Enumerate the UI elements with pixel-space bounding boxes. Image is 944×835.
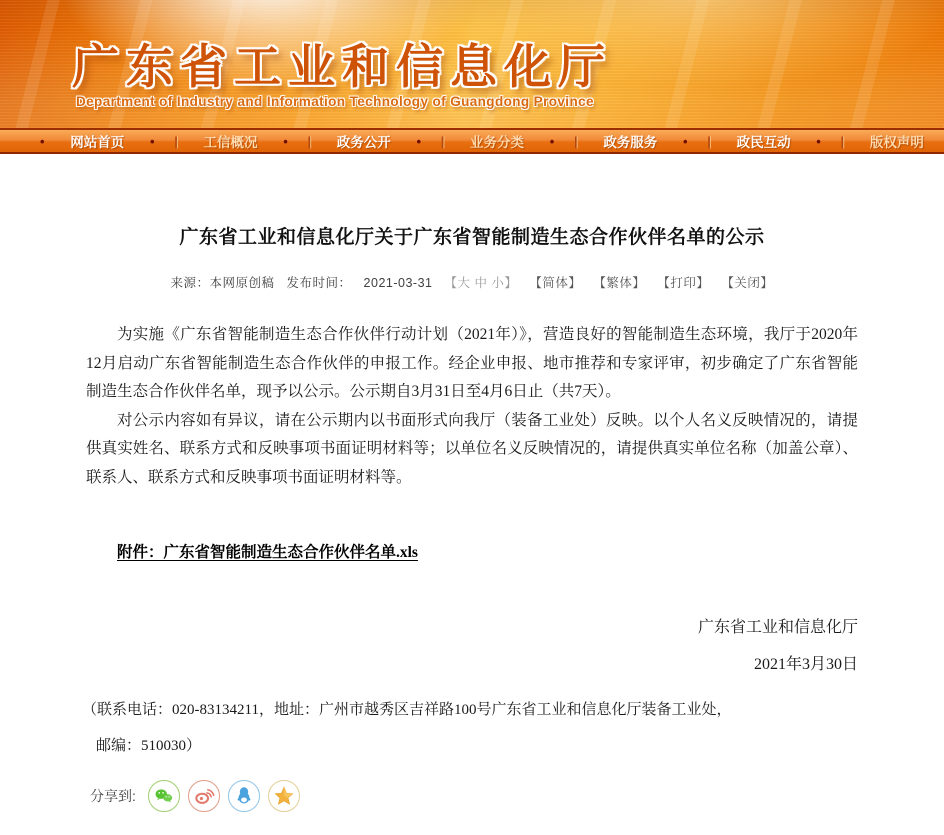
- attachment-link[interactable]: 附件：广东省智能制造生态合作伙伴名单.xls: [117, 544, 418, 561]
- nav-item-home[interactable]: 网站首页: [70, 135, 125, 150]
- contact-info: [82, 692, 858, 764]
- nav-bullet-icon: •: [549, 133, 555, 149]
- signature-date: 2021年3月30日: [753, 656, 858, 673]
- paragraph-1: 为实施《广东省智能制造生态合作伙伴行动计划（2021年）》，营造良好的智能制造生态环境，我厅于2020年12月启动广东省智能制造生态合作伙伴的申报工作。经企业申报、地市推荐和专家评审，初步确定了广东省智能制造生态合作伙伴名单，现予以公示。公示期自3月31日至4月6日止（共7天）。: [86, 326, 858, 400]
- site-header-banner: [0, 0, 944, 128]
- article-title: 广东省工业和信息化厅关于广东省智能制造生态合作伙伴名单的公示: [179, 227, 765, 248]
- traditional-chinese-button[interactable]: 【繁体】: [593, 276, 646, 290]
- meta-source: 来源：本网原创稿: [170, 276, 275, 290]
- site-subtitle-english: Department of Industry and Information Technology of Guangdong Province: [76, 94, 594, 109]
- main-nav: [0, 128, 944, 154]
- nav-separator: |: [707, 133, 711, 149]
- share-row: [86, 780, 858, 812]
- meta-publish-date: 2021-03-31: [363, 276, 433, 290]
- nav-bullet-icon: •: [283, 133, 288, 149]
- print-button[interactable]: 【打印】: [657, 276, 710, 290]
- close-button[interactable]: 【关闭】: [721, 276, 774, 290]
- nav-item-business-category[interactable]: 业务分类: [470, 135, 525, 150]
- nav-bullet-icon: •: [816, 133, 821, 149]
- font-size-control[interactable]: 【大 中 小】: [444, 276, 518, 290]
- contact-line-2: 邮编：510030）: [96, 738, 202, 754]
- nav-item-gov-disclosure[interactable]: 政务公开: [336, 135, 391, 150]
- attachment-row: [86, 540, 858, 562]
- site-title: 广东省工业和信息化厅: [72, 40, 612, 93]
- article-body: [86, 321, 858, 492]
- nav-separator: |: [440, 133, 445, 149]
- article-meta: [86, 273, 858, 291]
- share-label: 分享到:: [90, 788, 136, 804]
- meta-publish-label: 发布时间：: [286, 276, 352, 290]
- contact-line-1: （联系电话：020-83134211，地址：广州市越秀区吉祥路100号广东省工业和信息化厅装备工业处，: [82, 702, 732, 718]
- paragraph-2: 对公示内容如有异议，请在公示期内以书面形式向我厅（装备工业处）反映。以个人名义反映情况的，请提供真实姓名、联系方式和反映事项书面证明材料等；以单位名义反映情况的，请提供真实单位名称（加盖公章）、联系人、联系方式和反映事项书面证明材料等。: [86, 411, 858, 486]
- share-weibo-icon[interactable]: [188, 780, 220, 812]
- nav-separator: |: [840, 133, 845, 149]
- share-qq-icon[interactable]: [228, 780, 260, 812]
- nav-item-overview[interactable]: 工信概况: [203, 135, 258, 150]
- nav-item-copyright[interactable]: 版权声明: [869, 135, 924, 150]
- nav-bullet-icon: •: [149, 133, 155, 149]
- nav-bullet-icon: •: [416, 133, 422, 149]
- nav-separator: |: [174, 133, 178, 149]
- nav-separator: |: [307, 133, 312, 149]
- article-content: [0, 222, 944, 812]
- signature-org: 广东省工业和信息化厅: [697, 619, 858, 636]
- share-wechat-icon[interactable]: [148, 780, 180, 812]
- nav-item-gov-services[interactable]: 政务服务: [603, 135, 658, 150]
- nav-bullet-icon: •: [683, 133, 688, 149]
- nav-separator: |: [573, 133, 578, 149]
- simplified-chinese-button[interactable]: 【简体】: [529, 276, 582, 290]
- nav-item-public-interaction[interactable]: 政民互动: [736, 135, 791, 150]
- nav-bullet-icon: •: [40, 133, 45, 149]
- share-favorite-star-icon[interactable]: [268, 780, 300, 812]
